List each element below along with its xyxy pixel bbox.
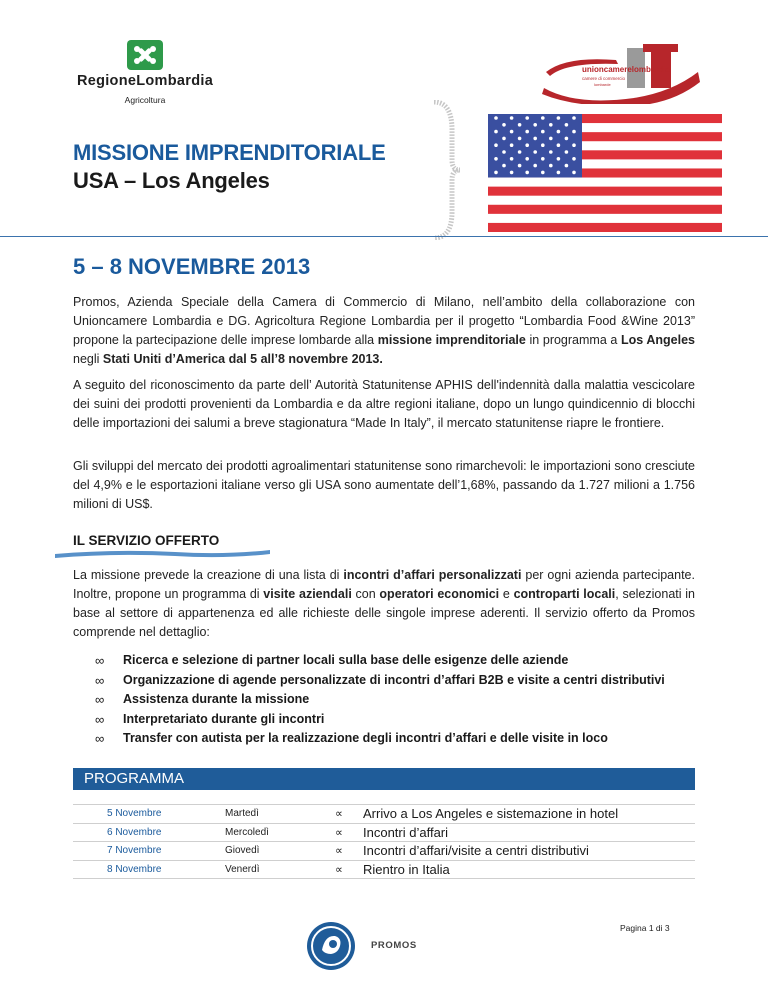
list-item: ∞ Transfer con autista per la realizzazione degli incontri d’affari e delle visite in loco: [95, 729, 665, 749]
list-item: ∞ Ricerca e selezione di partner locali sulla base delle esigenze delle aziende: [95, 651, 665, 671]
section-title-programma: PROGRAMMA: [84, 770, 185, 787]
list-item: ∞ Interpretariato durante gli incontri: [95, 710, 665, 730]
intro-paragraph: Promos, Azienda Speciale della Camera di Commercio di Milano, nell’ambito della collaborazione con Unioncamere Lombardia e DG. Agricoltura Regione Lombardia per il progetto “Lombardia Food &Wine 2013” propone la partecipazione delle imprese lombarde alla missione imprenditoriale in programma a Los Angeles negli Stati Uniti d’America dal 5 all’8 novembre 2013.: [73, 295, 695, 366]
page-number: Pagina 1 di 3: [620, 923, 670, 933]
decorative-brace: [430, 100, 470, 240]
bullet-icon: ∝: [335, 845, 343, 858]
list-item: ∞ Assistenza durante la missione: [95, 690, 665, 710]
usa-flag: [488, 114, 722, 232]
schedule-table: [73, 804, 695, 879]
bullet-icon: ∞: [95, 692, 105, 708]
uc-logo-sub1: camere di commercio: [582, 76, 626, 81]
mission-dates: 5 – 8 NOVEMBRE 2013: [73, 254, 311, 279]
aphis-paragraph: A seguito del riconoscimento da parte dell’ Autorità Statunitense APHIS dell'indennità dalla malattia vescicolare dei suini dei prodotti provenienti da Lombardia e da altre regioni italiane, dopo un lungo quindicennio di blocchi delle importazioni dei salumi a breve stagionatura “Made In Italy”, il mercato statunitense riapre le frontiere.: [73, 378, 695, 430]
servizio-paragraph: La missione prevede la creazione di una lista di incontri d’affari personalizzati per ogni azienda partecipante. Inoltre, propone un programma di visite aziendali con operatori economici e controparti locali, selezionati in base al settore di appartenenza ed alle richieste delle singole imprese aderenti. Il servizio offerto da Promos comprende nel dettaglio:: [73, 568, 695, 639]
bullet-icon: ∞: [95, 672, 105, 688]
page-title: MISSIONE IMPRENDITORIALE: [73, 140, 386, 165]
section-underline-decoration: [55, 547, 270, 559]
unioncamere-lombardia-logo: [536, 42, 706, 104]
bullet-icon: ∝: [335, 808, 343, 821]
market-paragraph: Gli sviluppi del mercato dei prodotti agroalimentari statunitense sono rimarchevoli: le importazioni sono cresciute del 4,9% e le esportazioni italiane verso gli USA sono aumentate dell’1,68%, passando da 1.727 milioni a 1.756 milioni di US$.: [73, 459, 695, 511]
table-row: 8 Novembre Venerdì ∝ Rientro in Italia: [73, 860, 695, 879]
bullet-icon: ∝: [335, 863, 343, 876]
service-list: [95, 651, 665, 749]
page-subtitle: USA – Los Angeles: [73, 168, 270, 193]
promos-logo-text: PROMOS: [371, 940, 417, 951]
bullet-icon: ∞: [95, 731, 105, 747]
table-row: 7 Novembre Giovedì ∝ Incontri d’affari/visite a centri distributivi: [73, 842, 695, 861]
bullet-icon: ∞: [95, 711, 105, 727]
table-row: 5 Novembre Martedì ∝ Arrivo a Los Angeles e sistemazione in hotel: [73, 805, 695, 824]
promos-logo: [305, 920, 357, 972]
uc-logo-text: unioncamerelombardia: [582, 65, 671, 74]
list-item: ∞ Organizzazione di agende personalizzate di incontri d’affari B2B e visite a centri distributivi: [95, 671, 665, 691]
bullet-icon: ∝: [335, 826, 343, 839]
region-logo-name: RegioneLombardia: [76, 73, 214, 89]
uc-logo-sub2: lombarde: [594, 82, 611, 87]
header-divider: [0, 236, 768, 237]
section-title-servizio: IL SERVIZIO OFFERTO: [73, 533, 220, 548]
bullet-icon: ∞: [95, 653, 105, 668]
region-logo-subtitle: Agricoltura: [124, 95, 166, 105]
table-row: 6 Novembre Mercoledì ∝ Incontri d’affari: [73, 823, 695, 842]
